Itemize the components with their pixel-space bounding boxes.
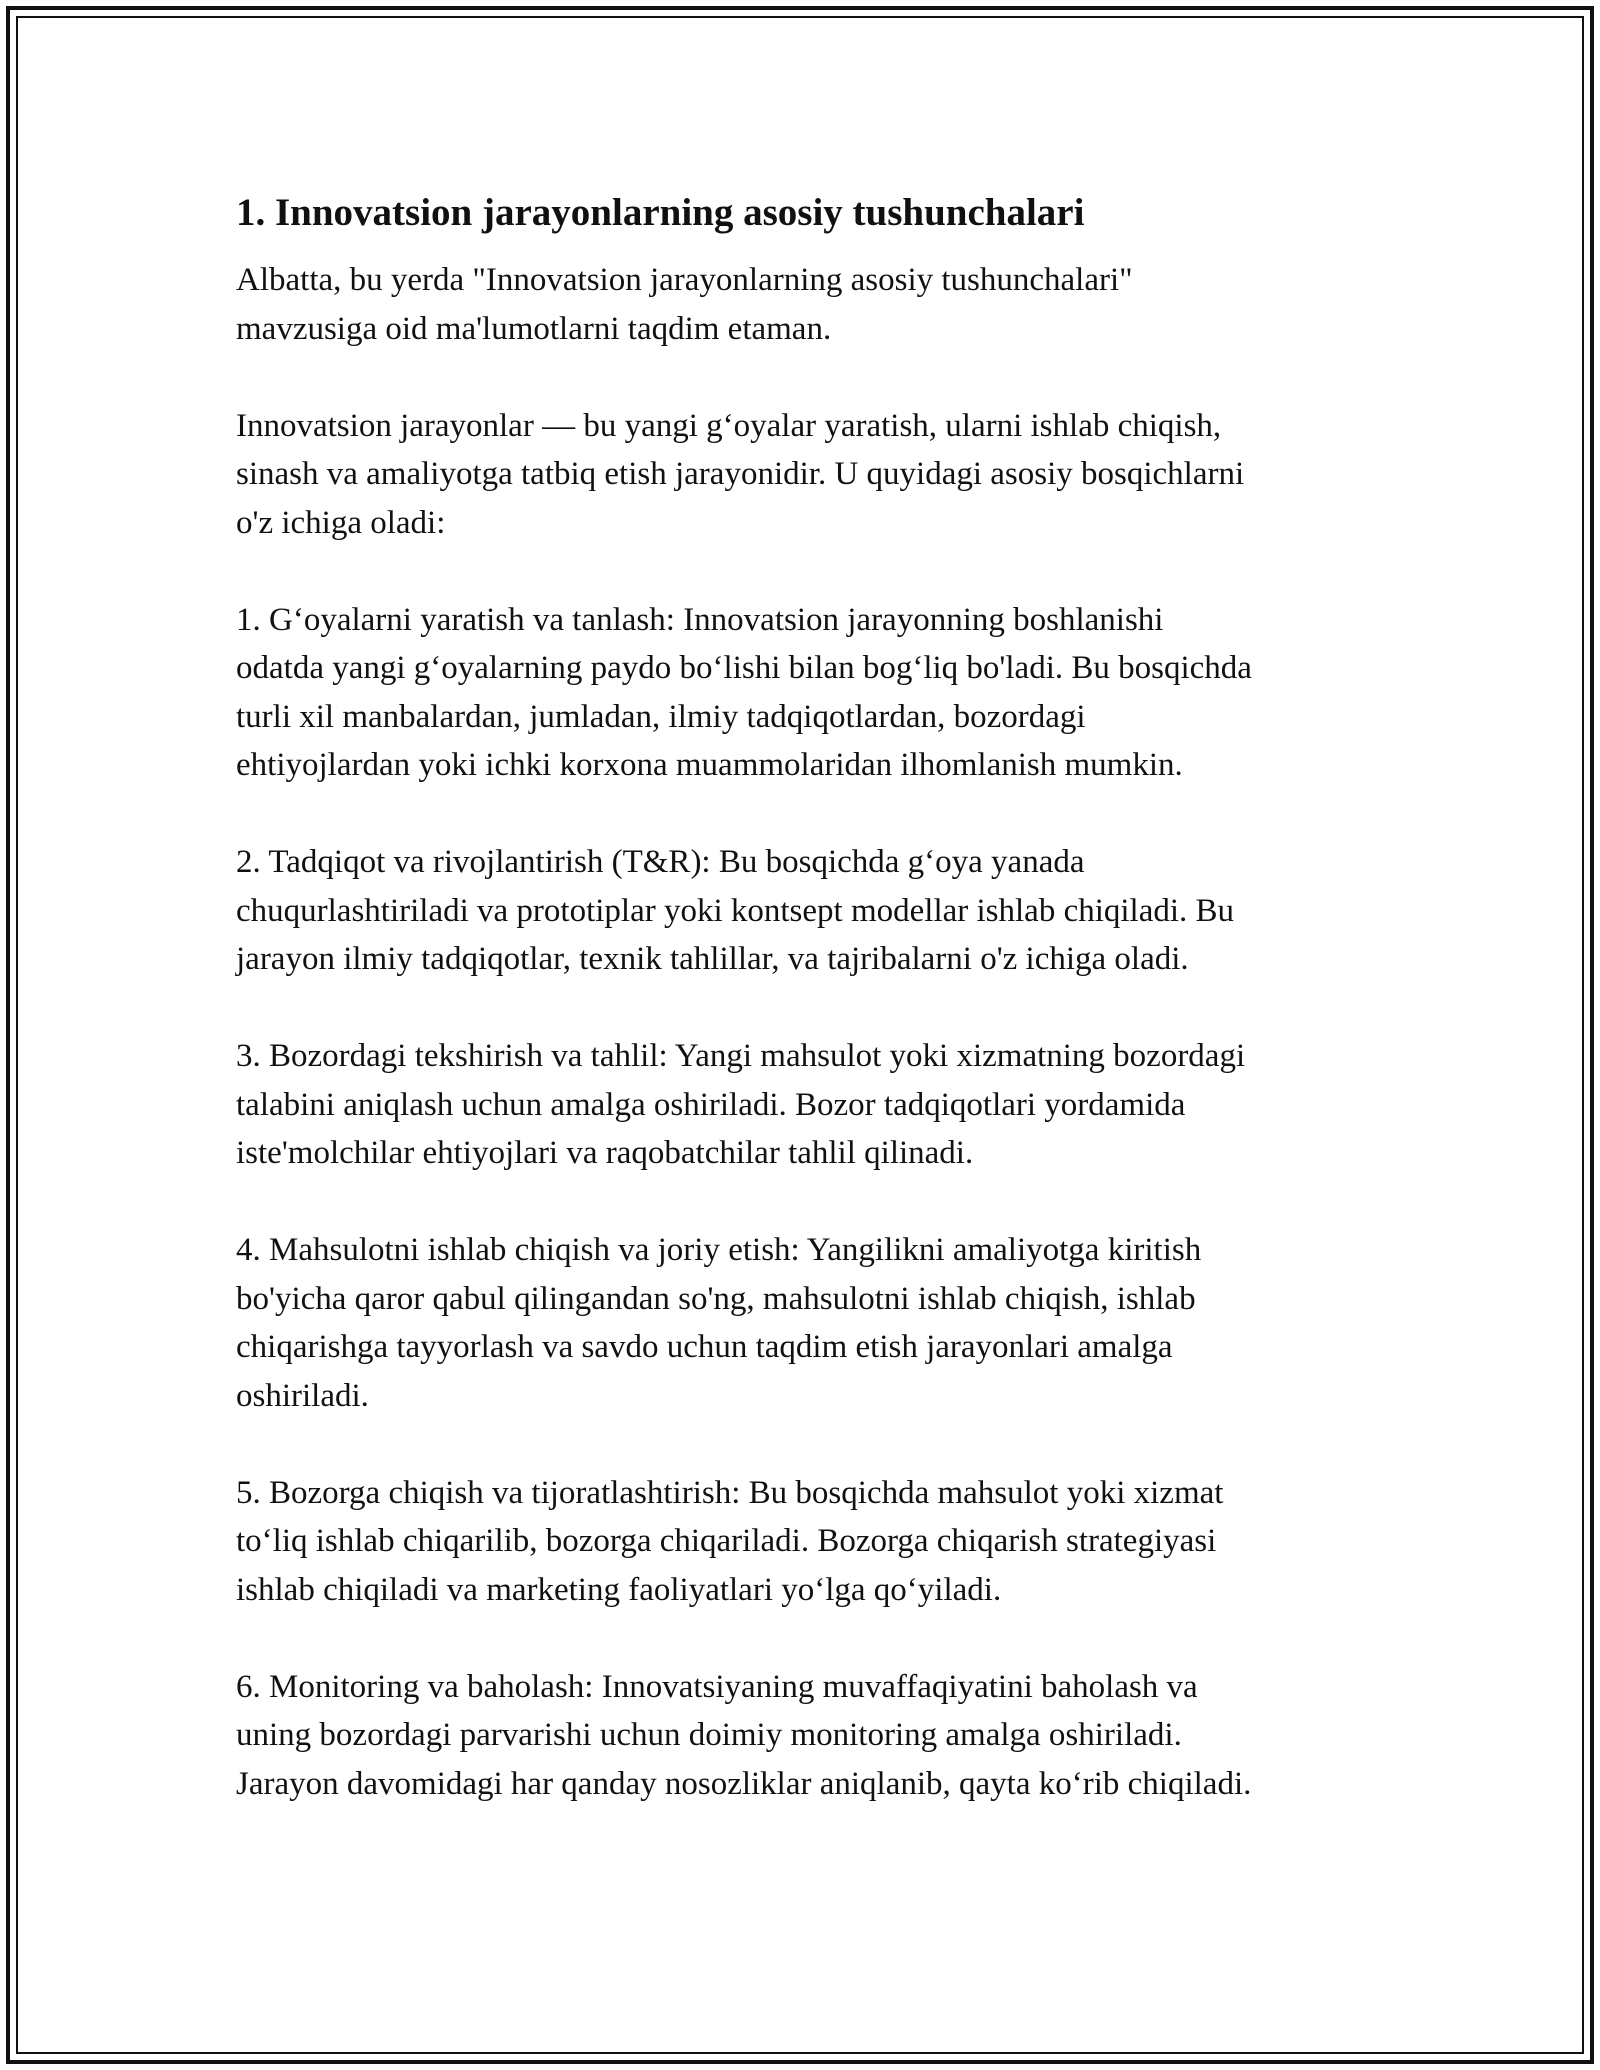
- stage-4-paragraph: [236, 1226, 1376, 1420]
- section-title: 1. Innovatsion jarayonlarning asosiy tushunchalari: [236, 191, 1085, 234]
- text-line: mavzusiga oid ma'lumotlarni taqdim etaman.: [236, 310, 832, 347]
- stage-3-paragraph: [236, 1032, 1376, 1178]
- text-line: Jarayon davomidagi har qanday nosozliklar aniqlanib, qayta ko‘rib chiqiladi.: [236, 1765, 1252, 1802]
- text-line: talabini aniqlash uchun amalga oshiriladi. Bozor tadqiqotlari yordamida: [236, 1086, 1186, 1123]
- intro-paragraph: [236, 256, 1376, 353]
- text-line: bo'yicha qaror qabul qilingandan so'ng, mahsulotni ishlab chiqish, ishlab: [236, 1280, 1196, 1317]
- stage-1-paragraph: [236, 596, 1376, 790]
- stage-5-paragraph: [236, 1469, 1376, 1615]
- text-line: ehtiyojlardan yoki ichki korxona muammolaridan ilhomlanish mumkin.: [236, 747, 1183, 783]
- text-line: jarayon ilmiy tadqiqotlar, texnik tahlillar, va tajribalarni o'z ichiga oladi.: [236, 941, 1189, 977]
- text-line: to‘liq ishlab chiqarilib, bozorga chiqariladi. Bozorga chiqarish strategiyasi: [236, 1523, 1217, 1559]
- text-line: Albatta, bu yerda "Innovatsion jarayonlarning asosiy tushunchalari": [236, 262, 1133, 298]
- text-line: 6. Monitoring va baholash: Innovatsiyaning muvaffaqiyatini baholash va: [236, 1668, 1198, 1705]
- text-line: turli xil manbalardan, jumladan, ilmiy tadqiqotlardan, bozordagi: [236, 698, 1086, 735]
- text-line: sinash va amaliyotga tatbiq etish jarayonidir. U quyidagi asosiy bosqichlarni: [236, 456, 1245, 492]
- text-line: 3. Bozordagi tekshirish va tahlil: Yangi mahsulot yoki xizmatning bozordagi: [236, 1038, 1246, 1074]
- text-line: iste'molchilar ehtiyojlari va raqobatchilar tahlil qilinadi.: [236, 1135, 974, 1171]
- text-line: 1. G‘oyalarni yaratish va tanlash: Innovatsion jarayonning boshlanishi: [236, 601, 1164, 638]
- text-line: odatda yangi g‘oyalarning paydo bo‘lishi bilan bog‘liq bo'ladi. Bu bosqichda: [236, 650, 1252, 686]
- text-line: oshiriladi.: [236, 1377, 369, 1414]
- text-line: o'z ichiga oladi:: [236, 504, 446, 541]
- text-line: 4. Mahsulotni ishlab chiqish va joriy etish: Yangilikni amaliyotga kiritish: [236, 1232, 1202, 1268]
- text-line: chiqarishga tayyorlash va savdo uchun taqdim etish jarayonlari amalga: [236, 1329, 1173, 1365]
- definition-paragraph: [236, 402, 1376, 548]
- text-line: Innovatsion jarayonlar — bu yangi g‘oyalar yaratish, ularni ishlab chiqish,: [236, 407, 1222, 444]
- stage-2-paragraph: [236, 838, 1376, 984]
- text-line: ishlab chiqiladi va marketing faoliyatlari yo‘lga qo‘yiladi.: [236, 1571, 1002, 1608]
- text-line: uning bozordagi parvarishi uchun doimiy monitoring amalga oshiriladi.: [236, 1717, 1182, 1753]
- text-line: chuqurlashtiriladi va prototiplar yoki kontsept modellar ishlab chiqiladi. Bu: [236, 892, 1235, 929]
- text-line: 2. Tadqiqot va rivojlantirish (T&R): Bu bosqichda g‘oya yanada: [236, 844, 1085, 880]
- stage-6-paragraph: [236, 1663, 1376, 1809]
- text-line: 5. Bozorga chiqish va tijoratlashtirish: Bu bosqichda mahsulot yoki xizmat: [236, 1474, 1224, 1511]
- document-body: [236, 188, 1376, 1857]
